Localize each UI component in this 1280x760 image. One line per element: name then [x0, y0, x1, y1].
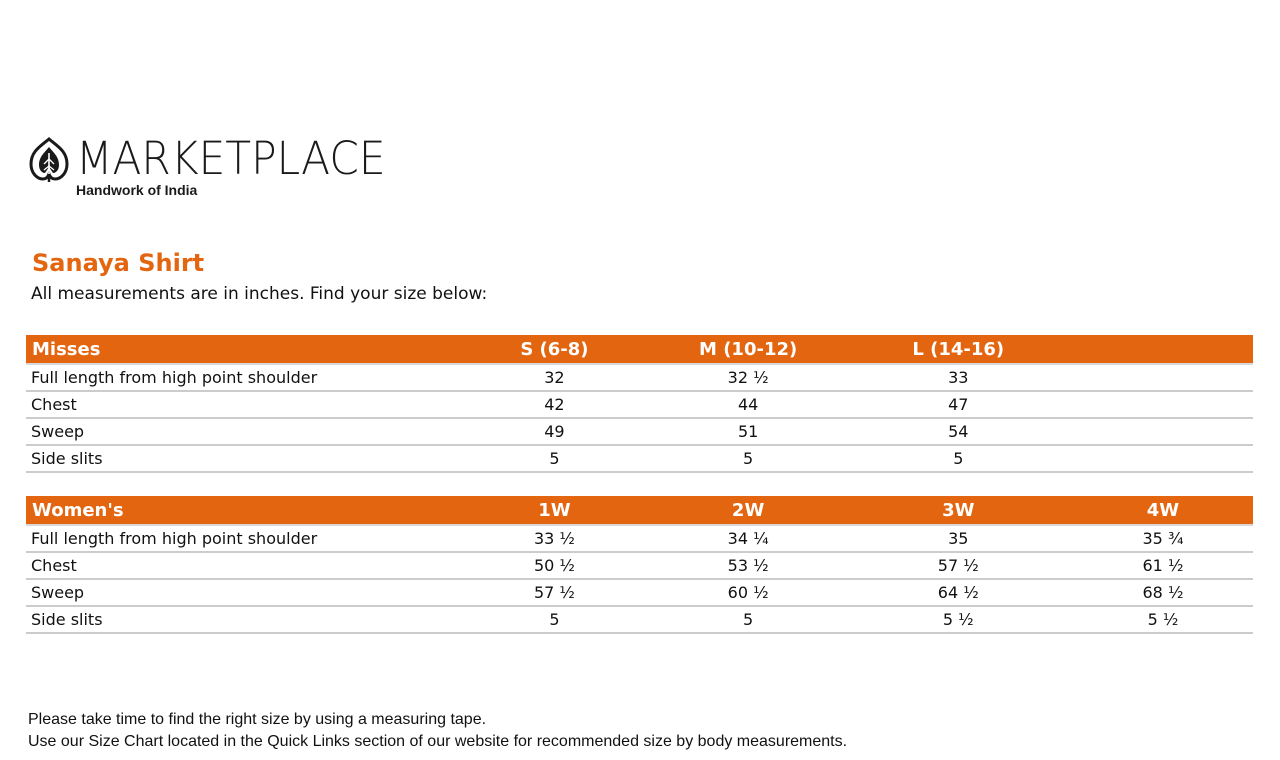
measurement-value: 54 — [844, 418, 1073, 445]
table-row — [26, 579, 1253, 606]
measurement-label: Side slits — [26, 606, 456, 633]
measurement-value: 32 ½ — [653, 364, 844, 391]
measurement-value: 60 ½ — [653, 579, 844, 606]
measurement-value: 64 ½ — [844, 579, 1073, 606]
measurement-value: 5 — [456, 445, 652, 472]
size-header-l: L (14-16) — [844, 335, 1073, 364]
measurement-value: 49 — [456, 418, 652, 445]
misses-size-table — [26, 335, 1253, 473]
measurement-value — [1073, 364, 1253, 391]
size-header-s: S (6-8) — [456, 335, 652, 364]
table-row — [26, 525, 1253, 552]
measurement-value: 42 — [456, 391, 652, 418]
table-row — [26, 418, 1253, 445]
measurement-label: Sweep — [26, 579, 456, 606]
table-row — [26, 552, 1253, 579]
product-title: Sanaya Shirt — [32, 249, 205, 277]
measurement-value: 35 ¾ — [1073, 525, 1253, 552]
measurement-value: 53 ½ — [653, 552, 844, 579]
measurement-instructions: All measurements are in inches. Find your size below: — [31, 284, 488, 304]
measurement-value: 5 ½ — [844, 606, 1073, 633]
measurement-label: Side slits — [26, 445, 456, 472]
size-header-2w: 2W — [653, 496, 844, 525]
measurement-label: Full length from high point shoulder — [26, 364, 456, 391]
table-row — [26, 606, 1253, 633]
measurement-value: 44 — [653, 391, 844, 418]
section-label-misses: Misses — [26, 335, 456, 364]
leaf-emblem-icon — [28, 137, 70, 183]
measurement-label: Sweep — [26, 418, 456, 445]
table-row — [26, 391, 1253, 418]
measurement-value: 51 — [653, 418, 844, 445]
measurement-label: Full length from high point shoulder — [26, 525, 456, 552]
measurement-value — [1073, 418, 1253, 445]
brand-name: MARKETPLACE — [76, 132, 386, 185]
table-header-row — [26, 496, 1253, 525]
measurement-value: 61 ½ — [1073, 552, 1253, 579]
measurement-value: 34 ¼ — [653, 525, 844, 552]
measurement-value: 5 ½ — [1073, 606, 1253, 633]
measurement-value: 57 ½ — [456, 579, 652, 606]
womens-size-table — [26, 496, 1253, 634]
section-label-womens: Women's — [26, 496, 456, 525]
measurement-value: 5 — [653, 445, 844, 472]
note-measuring-tape: Please take time to find the right size by using a measuring tape. — [28, 711, 487, 728]
measurement-value: 33 — [844, 364, 1073, 391]
measurement-value: 5 — [653, 606, 844, 633]
measurement-value: 57 ½ — [844, 552, 1073, 579]
measurement-value: 5 — [844, 445, 1073, 472]
note-size-chart: Use our Size Chart located in the Quick Links section of our website for recommended size by body measurements. — [28, 733, 848, 750]
table-header-row — [26, 335, 1253, 364]
size-header-m: M (10-12) — [653, 335, 844, 364]
brand-tagline: Handwork of India — [76, 182, 198, 198]
measurement-value: 68 ½ — [1073, 579, 1253, 606]
measurement-value: 50 ½ — [456, 552, 652, 579]
size-header-3w: 3W — [844, 496, 1073, 525]
measurement-value — [1073, 445, 1253, 472]
measurement-label: Chest — [26, 391, 456, 418]
size-header-empty — [1073, 335, 1253, 364]
measurement-value: 33 ½ — [456, 525, 652, 552]
measurement-value: 47 — [844, 391, 1073, 418]
measurement-value: 32 — [456, 364, 652, 391]
measurement-value: 5 — [456, 606, 652, 633]
measurement-value: 35 — [844, 525, 1073, 552]
table-row — [26, 445, 1253, 472]
measurement-value — [1073, 391, 1253, 418]
size-header-1w: 1W — [456, 496, 652, 525]
size-header-4w: 4W — [1073, 496, 1253, 525]
measurement-label: Chest — [26, 552, 456, 579]
table-row — [26, 364, 1253, 391]
sizing-notes — [28, 709, 847, 753]
